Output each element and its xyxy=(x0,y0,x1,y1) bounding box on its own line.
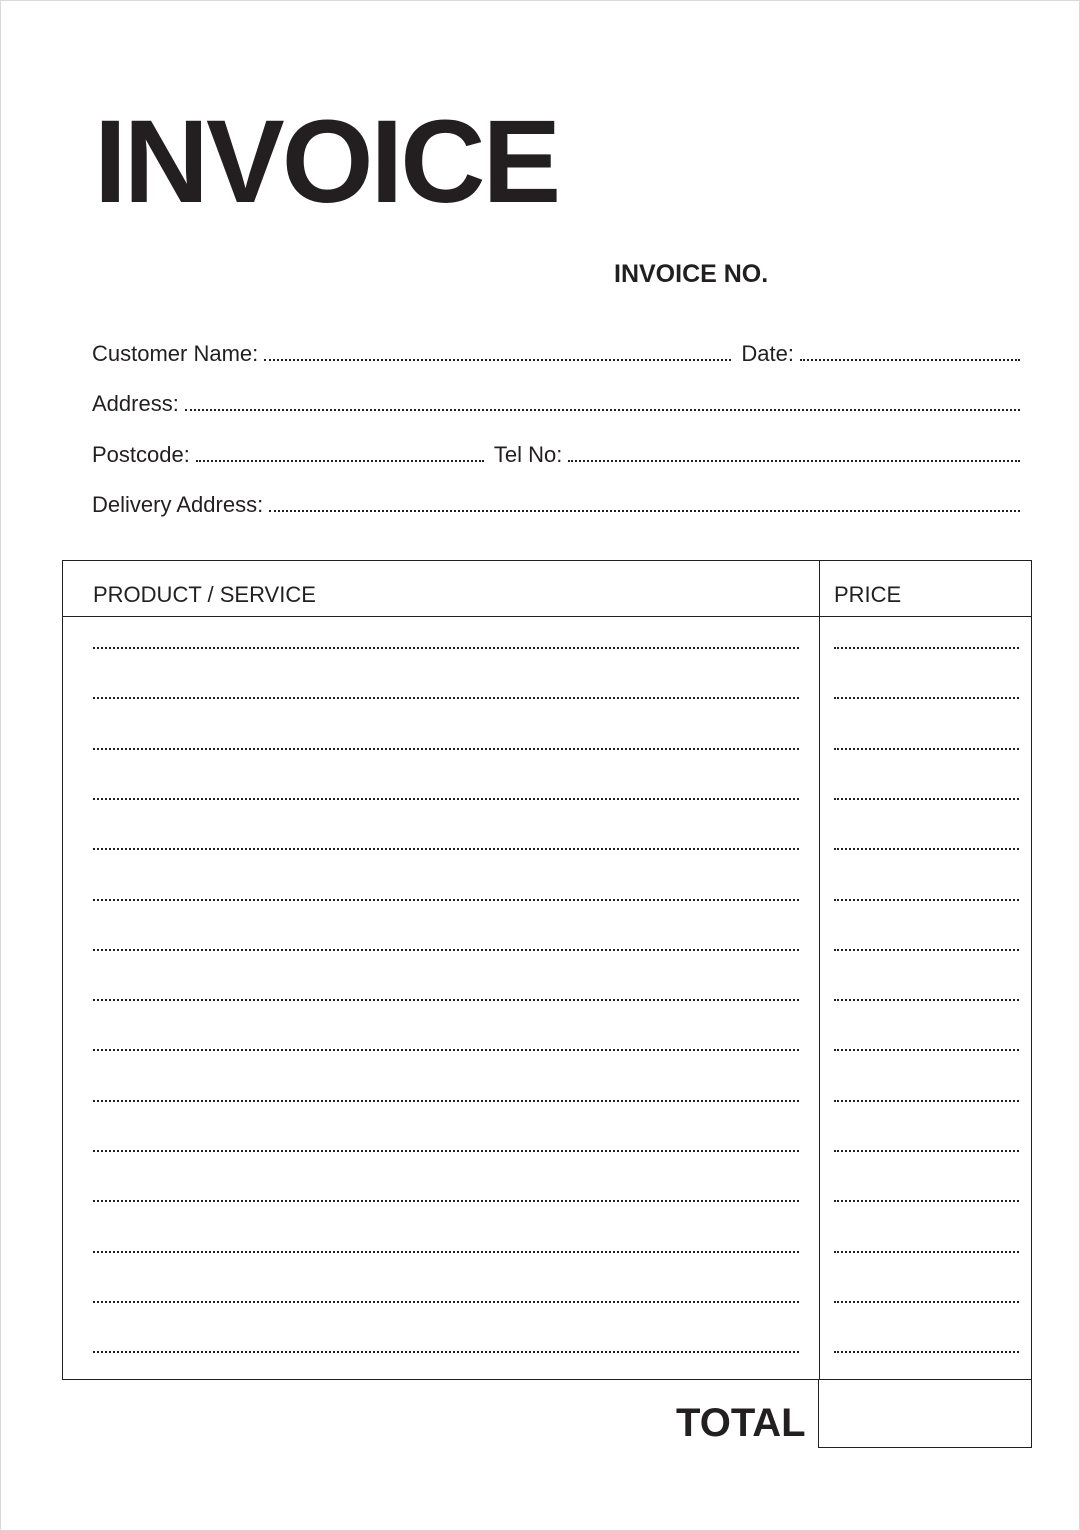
address-label: Address: xyxy=(92,391,179,416)
price-row-field[interactable] xyxy=(834,647,1019,649)
delivery-address-row xyxy=(92,491,1020,519)
product-row-field[interactable] xyxy=(93,1200,799,1202)
product-row-field[interactable] xyxy=(93,1251,799,1253)
delivery-address-field[interactable] xyxy=(269,508,1020,512)
items-table xyxy=(62,560,1032,1380)
price-row-field[interactable] xyxy=(834,798,1019,800)
customer-date-row xyxy=(92,340,1020,368)
product-row-field[interactable] xyxy=(93,1100,799,1102)
invoice-title: INVOICE xyxy=(94,96,559,228)
header-divider xyxy=(63,616,1031,617)
product-row-field[interactable] xyxy=(93,1301,799,1303)
price-row-field[interactable] xyxy=(834,848,1019,850)
address-field[interactable] xyxy=(185,407,1020,411)
total-field[interactable] xyxy=(818,1380,1032,1448)
price-row-field[interactable] xyxy=(834,1150,1019,1152)
price-row-field[interactable] xyxy=(834,1049,1019,1051)
invoice-number-label: INVOICE NO. xyxy=(614,260,769,288)
product-row-field[interactable] xyxy=(93,697,799,699)
column-header-price: PRICE xyxy=(834,582,902,607)
price-row-field[interactable] xyxy=(834,1301,1019,1303)
product-row-field[interactable] xyxy=(93,899,799,901)
postcode-field[interactable] xyxy=(196,458,484,462)
tel-no-field[interactable] xyxy=(568,458,1020,462)
price-row-field[interactable] xyxy=(834,1251,1019,1253)
product-row-field[interactable] xyxy=(93,949,799,951)
product-row-field[interactable] xyxy=(93,848,799,850)
date-label: Date: xyxy=(741,341,794,366)
price-row-field[interactable] xyxy=(834,899,1019,901)
price-row-field[interactable] xyxy=(834,697,1019,699)
product-row-field[interactable] xyxy=(93,999,799,1001)
product-row-field[interactable] xyxy=(93,1049,799,1051)
date-field[interactable] xyxy=(800,357,1020,361)
price-row-field[interactable] xyxy=(834,999,1019,1001)
product-row-field[interactable] xyxy=(93,798,799,800)
price-row-field[interactable] xyxy=(834,748,1019,750)
column-header-product: PRODUCT / SERVICE xyxy=(93,582,316,607)
postcode-label: Postcode: xyxy=(92,442,190,467)
column-divider xyxy=(819,561,820,1379)
customer-name-label: Customer Name: xyxy=(92,341,259,366)
price-row-field[interactable] xyxy=(834,949,1019,951)
total-label: TOTAL xyxy=(676,1401,806,1445)
postcode-tel-row xyxy=(92,441,1020,469)
tel-no-label: Tel No: xyxy=(493,442,563,467)
product-row-field[interactable] xyxy=(93,647,799,649)
product-row-field[interactable] xyxy=(93,748,799,750)
product-row-field[interactable] xyxy=(93,1150,799,1152)
customer-name-field[interactable] xyxy=(264,357,731,361)
price-row-field[interactable] xyxy=(834,1351,1019,1353)
price-row-field[interactable] xyxy=(834,1100,1019,1102)
product-row-field[interactable] xyxy=(93,1351,799,1353)
price-row-field[interactable] xyxy=(834,1200,1019,1202)
delivery-address-label: Delivery Address: xyxy=(92,492,264,517)
address-row xyxy=(92,390,1020,418)
